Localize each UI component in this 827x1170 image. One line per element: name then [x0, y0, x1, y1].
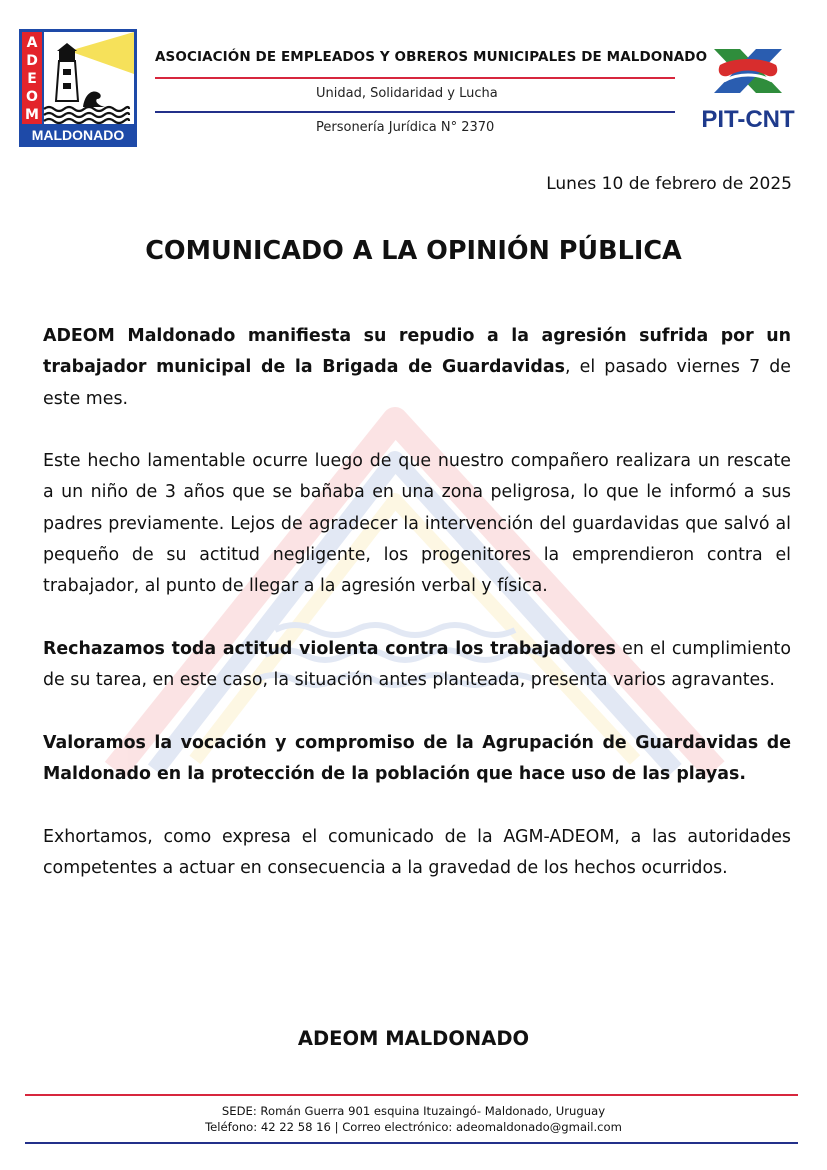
logo-letter: M [25, 107, 39, 123]
paragraph [43, 321, 791, 415]
paragraph-bold: ADEOM Maldonado manifiesta su repudio a la agresión sufrida por un trabajador municipal de la Brigada de Guardavidas [43, 326, 791, 378]
logo-city: MALDONADO [31, 127, 125, 143]
paragraph [43, 728, 791, 791]
paragraph-text: , el pasado viernes 7 de este mes. [43, 357, 791, 409]
paragraph-text: en el cumplimiento de su tarea, en este caso, la situación antes planteada, presenta varios agravantes. [43, 638, 791, 691]
header-divider-red [155, 77, 675, 79]
knot-icon [714, 49, 782, 93]
header-divider-blue [155, 111, 675, 113]
motto: Unidad, Solidaridad y Lucha [316, 86, 498, 101]
footer-contact: Teléfono: 42 22 58 16 | Correo electrónico: adeomaldonado@gmail.com [205, 1120, 622, 1134]
paragraph [43, 446, 791, 602]
paragraph-bold: Rechazamos toda actitud violenta contra los trabajadores [43, 638, 616, 659]
footer-divider-red [25, 1094, 798, 1096]
pit-cnt-logo [694, 47, 802, 131]
paragraph-bold: Valoramos la vocación y compromiso de la Agrupación de Guardavidas de Maldonado en la protección de la población que hace uso de las playas. [43, 732, 791, 785]
paragraph [43, 822, 791, 885]
logo-letter: A [26, 35, 38, 51]
paragraph-text: Este hecho lamentable ocurre luego de que nuestro compañero realizara un rescate a un niño de 3 años que se bañaba en una zona peligrosa, lo que le informó a sus padres previamente. Lejos de agradecer la intervención del guardavidas que salvó al pequeño de su actitud negligente, los progenitores la emprendieron contra el trabajador, al punto de llegar a la agresión verbal y física. [43, 451, 791, 597]
pit-cnt-text: PIT-CNT [701, 106, 795, 131]
document-title: COMUNICADO A LA OPINIÓN PÚBLICA [145, 236, 682, 266]
footer-divider-blue [25, 1142, 798, 1144]
logo-letter: D [26, 53, 38, 69]
footer [0, 1103, 827, 1135]
footer-address: SEDE: Román Guerra 901 esquina Ituzaingó- Maldonado, Uruguay [221, 1104, 606, 1118]
signature: ADEOM MALDONADO [297, 1027, 530, 1050]
document-date: Lunes 10 de febrero de 2025 [546, 174, 792, 194]
logo-letter: O [26, 89, 38, 105]
lighthouse-icon [56, 43, 78, 101]
adeom-logo [19, 29, 137, 147]
paragraph [43, 634, 791, 697]
logo-letter: E [27, 71, 37, 87]
legal-status: Personería Jurídica N° 2370 [316, 120, 495, 135]
paragraph-text: Exhortamos, como expresa el comunicado de la AGM-ADEOM, a las autoridades competentes a actuar en consecuencia a la gravedad de los hechos ocurridos. [43, 826, 791, 879]
communique-body [43, 321, 791, 916]
organization-name: ASOCIACIÓN DE EMPLEADOS Y OBREROS MUNICIPALES DE MALDONADO [155, 49, 708, 65]
